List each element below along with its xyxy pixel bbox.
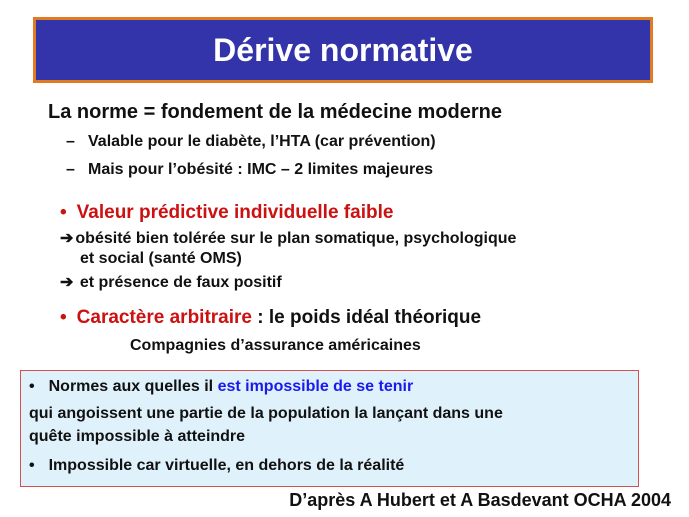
box-line-3: quête impossible à atteindre [29, 428, 246, 445]
sub-item-text: Valable pour le diabète, l’HTA (car prévention) [88, 133, 436, 150]
limit-label: Caractère arbitraire [76, 307, 252, 328]
highlight-box [20, 370, 639, 487]
slide-title: Dérive normative [213, 31, 473, 68]
arrow-line-false-positive [60, 272, 282, 292]
box-line-1 [29, 378, 413, 396]
dash-marker: – [66, 161, 75, 178]
sub-item-obesite [66, 161, 433, 179]
sub-item-text: Mais pour l’obésité : IMC – 2 limites majeures [88, 161, 433, 178]
arrow-right-icon: ➔ [60, 274, 74, 291]
bullet-marker: • [60, 202, 67, 223]
false-positive-text: et présence de faux positif [75, 274, 282, 291]
box-line-1-prefix: Normes aux quelles il [48, 378, 218, 395]
arrow-right-icon: ➔ [60, 230, 74, 247]
limit-label: Valeur prédictive individuelle faible [76, 202, 394, 223]
box-line-1-highlight: est impossible de se tenir [217, 378, 414, 395]
bullet-marker: • [29, 457, 35, 474]
bullet-marker: • [29, 378, 35, 395]
insurance-note: Compagnies d’assurance américaines [130, 337, 421, 354]
limit-predictive [60, 202, 393, 224]
box-line-4-text: Impossible car virtuelle, en dehors de la réalité [48, 457, 405, 474]
tolerance-text: obésité bien tolérée sur le plan somatique, psychologique [75, 230, 517, 247]
sub-item-diabete [66, 133, 436, 151]
tolerance-continuation: et social (santé OMS) [80, 250, 242, 267]
source-citation: D’après A Hubert et A Basdevant OCHA 2004 [289, 490, 671, 510]
title-banner [33, 17, 653, 83]
limit-arbitrary [60, 307, 481, 329]
main-heading: La norme = fondement de la médecine moderne [48, 101, 503, 123]
limit-rest: : le poids idéal théorique [251, 307, 482, 328]
box-line-4 [29, 457, 404, 475]
dash-marker: – [66, 133, 75, 150]
arrow-line-tolerance [60, 228, 516, 248]
bullet-marker: • [60, 307, 67, 328]
box-line-2: qui angoissent une partie de la population la lançant dans une [29, 405, 503, 422]
